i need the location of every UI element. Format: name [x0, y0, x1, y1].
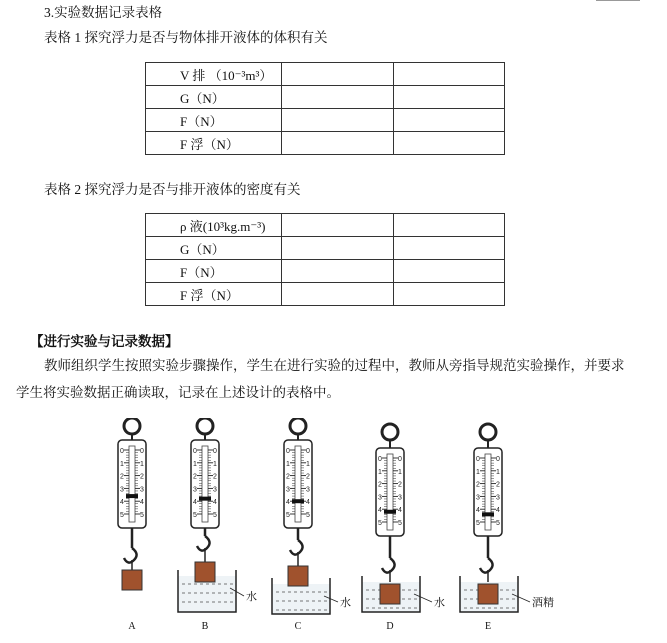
tick-label: 3: [496, 494, 500, 502]
spring-scale-A: [118, 418, 146, 632]
data-cell: [394, 283, 505, 306]
scale-slot: [485, 454, 491, 530]
liquid-label: 酒精: [532, 597, 554, 609]
table-row: [146, 283, 505, 306]
tick-label: 0: [213, 448, 217, 455]
row-label: F（N）: [146, 109, 282, 132]
tick-label: 0: [120, 448, 124, 455]
scale-pointer: [482, 512, 494, 516]
table-row: [146, 237, 505, 260]
tick-label: 1: [120, 460, 124, 468]
tick-label: 4: [120, 499, 124, 507]
tick-label: 2: [306, 473, 310, 481]
table-row: [146, 214, 505, 237]
spring-scale-D: [362, 424, 445, 632]
hook-icon: [197, 536, 210, 551]
table1-caption: 表格 1 探究浮力是否与物体排开液体的体积有关: [44, 30, 328, 45]
panel-label: E: [484, 621, 492, 632]
tick-label: 1: [193, 460, 197, 468]
tick-label: 3: [306, 486, 310, 494]
spring-scale-C: [272, 418, 351, 632]
data-cell: [282, 260, 394, 283]
table-row: [146, 132, 505, 155]
data-cell: [282, 214, 394, 237]
tick-label: 0: [306, 448, 310, 455]
panel-label: A: [128, 621, 136, 632]
tick-label: 2: [193, 473, 197, 481]
tick-label: 5: [398, 520, 402, 527]
table-row: [146, 63, 505, 86]
tick-label: 4: [140, 499, 144, 507]
scale-pointer: [199, 497, 211, 501]
data-cell: [282, 63, 394, 86]
paragraph-line-1: 教师组织学生按照实验步骤操作，学生在进行实验的过程中，教师从旁指导规范实验操作，并要求: [44, 358, 625, 373]
table-row: [146, 260, 505, 283]
row-label: ρ 液(10³kg.m⁻³): [146, 214, 282, 237]
tick-label: 3: [140, 486, 144, 494]
data-cell: [282, 109, 394, 132]
tick-label: 2: [140, 473, 144, 481]
tick-label: 5: [476, 520, 480, 527]
tick-label: 4: [476, 507, 480, 515]
data-cell: [394, 214, 505, 237]
tick-label: 0: [286, 448, 290, 455]
hook-icon: [290, 540, 303, 555]
table-row: [146, 109, 505, 132]
row-label: G（N）: [146, 237, 282, 260]
tick-label: 1: [476, 468, 480, 476]
section-title: 【进行实验与记录数据】: [30, 334, 179, 349]
row-label: V 排 （10⁻³m³）: [146, 63, 282, 86]
tick-label: 2: [286, 473, 290, 481]
liquid-label: 水: [246, 591, 257, 603]
tick-label: 4: [286, 499, 290, 507]
tick-label: 4: [398, 507, 402, 515]
row-label: F（N）: [146, 260, 282, 283]
tick-label: 1: [378, 468, 382, 476]
data-cell: [394, 237, 505, 260]
spring-scale-E: [460, 424, 554, 632]
tick-label: 4: [306, 499, 310, 507]
scale-pointer: [292, 499, 304, 503]
tick-label: 4: [193, 499, 197, 507]
tick-label: 2: [476, 481, 480, 489]
tick-label: 0: [476, 456, 480, 463]
row-label: F 浮（N）: [146, 132, 282, 155]
table2-caption: 表格 2 探究浮力是否与排开液体的密度有关: [44, 182, 301, 197]
tick-label: 3: [193, 486, 197, 494]
ring-icon: [197, 418, 213, 434]
data-cell: [282, 132, 394, 155]
tick-label: 1: [496, 468, 500, 476]
tick-label: 0: [378, 456, 382, 463]
scale-slot: [387, 454, 393, 530]
tick-label: 3: [398, 494, 402, 502]
brown-block: [380, 584, 400, 604]
tick-label: 4: [213, 499, 217, 507]
data-cell: [394, 260, 505, 283]
table-row: [146, 86, 505, 109]
tick-label: 5: [193, 512, 197, 519]
scale-pointer: [126, 494, 138, 498]
tick-label: 5: [286, 512, 290, 519]
tick-label: 2: [378, 481, 382, 489]
ring-icon: [382, 424, 398, 440]
brown-block: [288, 566, 308, 586]
panel-label: D: [386, 621, 394, 632]
tick-label: 3: [120, 486, 124, 494]
row-label: F 浮（N）: [146, 283, 282, 306]
scale-pointer: [384, 510, 396, 514]
liquid-label: 水: [434, 597, 445, 609]
ring-icon: [480, 424, 496, 440]
scale-slot: [129, 446, 135, 522]
tick-label: 4: [496, 507, 500, 515]
data-cell: [282, 283, 394, 306]
hook-icon: [382, 558, 395, 573]
brown-block: [195, 562, 215, 582]
hook-icon: [480, 558, 493, 573]
tick-label: 5: [120, 512, 124, 519]
tick-label: 5: [496, 520, 500, 527]
liquid: [272, 584, 330, 614]
tick-label: 2: [398, 481, 402, 489]
section-heading: 3.实验数据记录表格: [44, 5, 163, 20]
scale-slot: [202, 446, 208, 522]
data-cell: [282, 237, 394, 260]
data-cell: [394, 86, 505, 109]
tick-label: 3: [286, 486, 290, 494]
tick-label: 2: [213, 473, 217, 481]
hook-icon: [124, 548, 137, 563]
ring-icon: [124, 418, 140, 434]
data-table-1: [145, 62, 505, 155]
data-cell: [394, 132, 505, 155]
spring-scale-figure: [100, 418, 570, 633]
tick-label: 1: [140, 460, 144, 468]
tick-label: 3: [476, 494, 480, 502]
tick-label: 1: [213, 460, 217, 468]
top-rule: [596, 0, 640, 1]
tick-label: 5: [378, 520, 382, 527]
brown-block: [478, 584, 498, 604]
data-cell: [282, 86, 394, 109]
brown-block: [122, 570, 142, 590]
tick-label: 0: [193, 448, 197, 455]
tick-label: 1: [398, 468, 402, 476]
tick-label: 1: [306, 460, 310, 468]
scale-slot: [295, 446, 301, 522]
data-table-2: [145, 213, 505, 306]
tick-label: 2: [120, 473, 124, 481]
data-cell: [394, 63, 505, 86]
tick-label: 0: [398, 456, 402, 463]
tick-label: 0: [496, 456, 500, 463]
tick-label: 3: [213, 486, 217, 494]
tick-label: 2: [496, 481, 500, 489]
liquid-label: 水: [340, 597, 351, 609]
row-label: G（N）: [146, 86, 282, 109]
tick-label: 3: [378, 494, 382, 502]
ring-icon: [290, 418, 306, 434]
paragraph-line-2: 学生将实验数据正确读取，记录在上述设计的表格中。: [16, 385, 340, 400]
data-cell: [394, 109, 505, 132]
tick-label: 5: [213, 512, 217, 519]
tick-label: 0: [140, 448, 144, 455]
tick-label: 5: [140, 512, 144, 519]
panel-label: B: [201, 621, 209, 632]
tick-label: 4: [378, 507, 382, 515]
spring-scale-B: [178, 418, 257, 632]
tick-label: 5: [306, 512, 310, 519]
tick-label: 1: [286, 460, 290, 468]
panel-label: C: [294, 621, 302, 632]
